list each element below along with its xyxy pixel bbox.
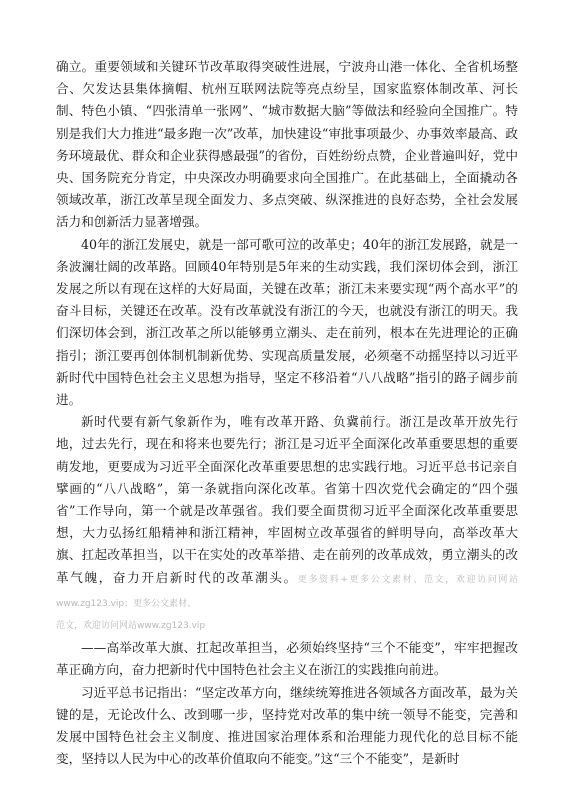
paragraph-xi-quote: 习近平总书记指出：“坚定改革方向，继续统筹推进各领域各方面改革，最为关键的是，无论改什么、改到哪一步，坚持党对改革的集中统一领导不能变，完善和发展中国特色社会主义制度、推进国家治理体系和治理能力现代化的总目标不能变，坚持以人民为中心的改革价值取向不能变。”这“三个不能变”，是新时 xyxy=(56,684,518,767)
watermark-text: 更多资料+更多公文素材、范文，欢迎访问网站www.zg123.vip；更多公文素材、 xyxy=(56,574,518,609)
paragraph-reform-breakthroughs: 确立。重要领域和关键环节改革取得突破性进展，宁波舟山港一体化、全省机场整合、欠发达县集体摘帽、杭州互联网法院等亮点纷呈，国家监察体制改革、河长制、特色小镇、“四张清单一张网”、“城市数据大脑”等做法和经验向全国推广。特别是我们大力推进“最多跑一次”改革，加快建设“审批事项最少、办事效率最高、政务环境最优、群众和企业获得感最强”的省份，百姓纷纷点赞，企业普遍叫好，党中央、国务院充分肯定，中央深改办明确要求向全国推广。在此基础上，全面撬动各领域改革，浙江改革呈现全面发力、多点突破、纵深推进的良好态势，全社会发展活力和创新活力显著增强。 xyxy=(56,59,518,230)
paragraph-new-era-reform xyxy=(56,411,518,615)
paragraph-forty-years-history: 40年的浙江发展史，就是一部可歌可泣的改革史；40年的浙江发展路，就是一条波澜壮阔的改革路。回顾40年特别是5年来的生动实践，我们深切体会到，浙江发展之所以有现在这样的大好局面，关键在改革；浙江未来要实现“两个高水平”的奋斗目标，关键还在改革。没有改革就没有浙江的今天，也就没有浙江的明天。我们深切体会到，浙江改革之所以能够勇立潮头、走在前列，根本在先进理论的正确指引；浙江要再创体制机制新优势、实现高质量发展，必须毫不动摇坚持以习近平新时代中国特色社会主义思想为指导，坚定不移沿着“八八战略”指引的路子阔步前进。 xyxy=(56,236,518,408)
watermark-text-continued: 范文，欢迎访问网站www.zg123.vip xyxy=(56,621,206,632)
paragraph-new-era-reform-text: 新时代要有新气象新作为，唯有改革开路、负冀前行。浙江是改革开放先行地，过去先行，现在和将来也要先行；浙江是习近平全面深化改革重要思想的重要萌发地，更要成为习近平全面深化改革重要思想的忠实践行地。习近平总书记亲自擘画的“八八战略”，第一条就指向深化改革。省第十四次党代会确定的“四个强省”工作导向，第一个就是改革强省。我们要全面贯彻习近平全面深化改革重要思想，大力弘扬红船精神和浙江精神，牢固树立改革强省的鲜明导向，高举改革大旗、扛起改革担当，以干在实处的改革举措、走在前列的改革成效，勇立潮头的改革气魄，奋力开启新时代的改革潮头。 xyxy=(56,414,518,585)
paragraph-three-unchangeables-heading: ——高举改革大旗、扛起改革担当，必须始终坚持“三个不能变”，牢牢把握改革正确方向，奋力把新时代中国特色社会主义在浙江的实践推向前进。 xyxy=(56,640,518,678)
document-body xyxy=(56,56,518,771)
